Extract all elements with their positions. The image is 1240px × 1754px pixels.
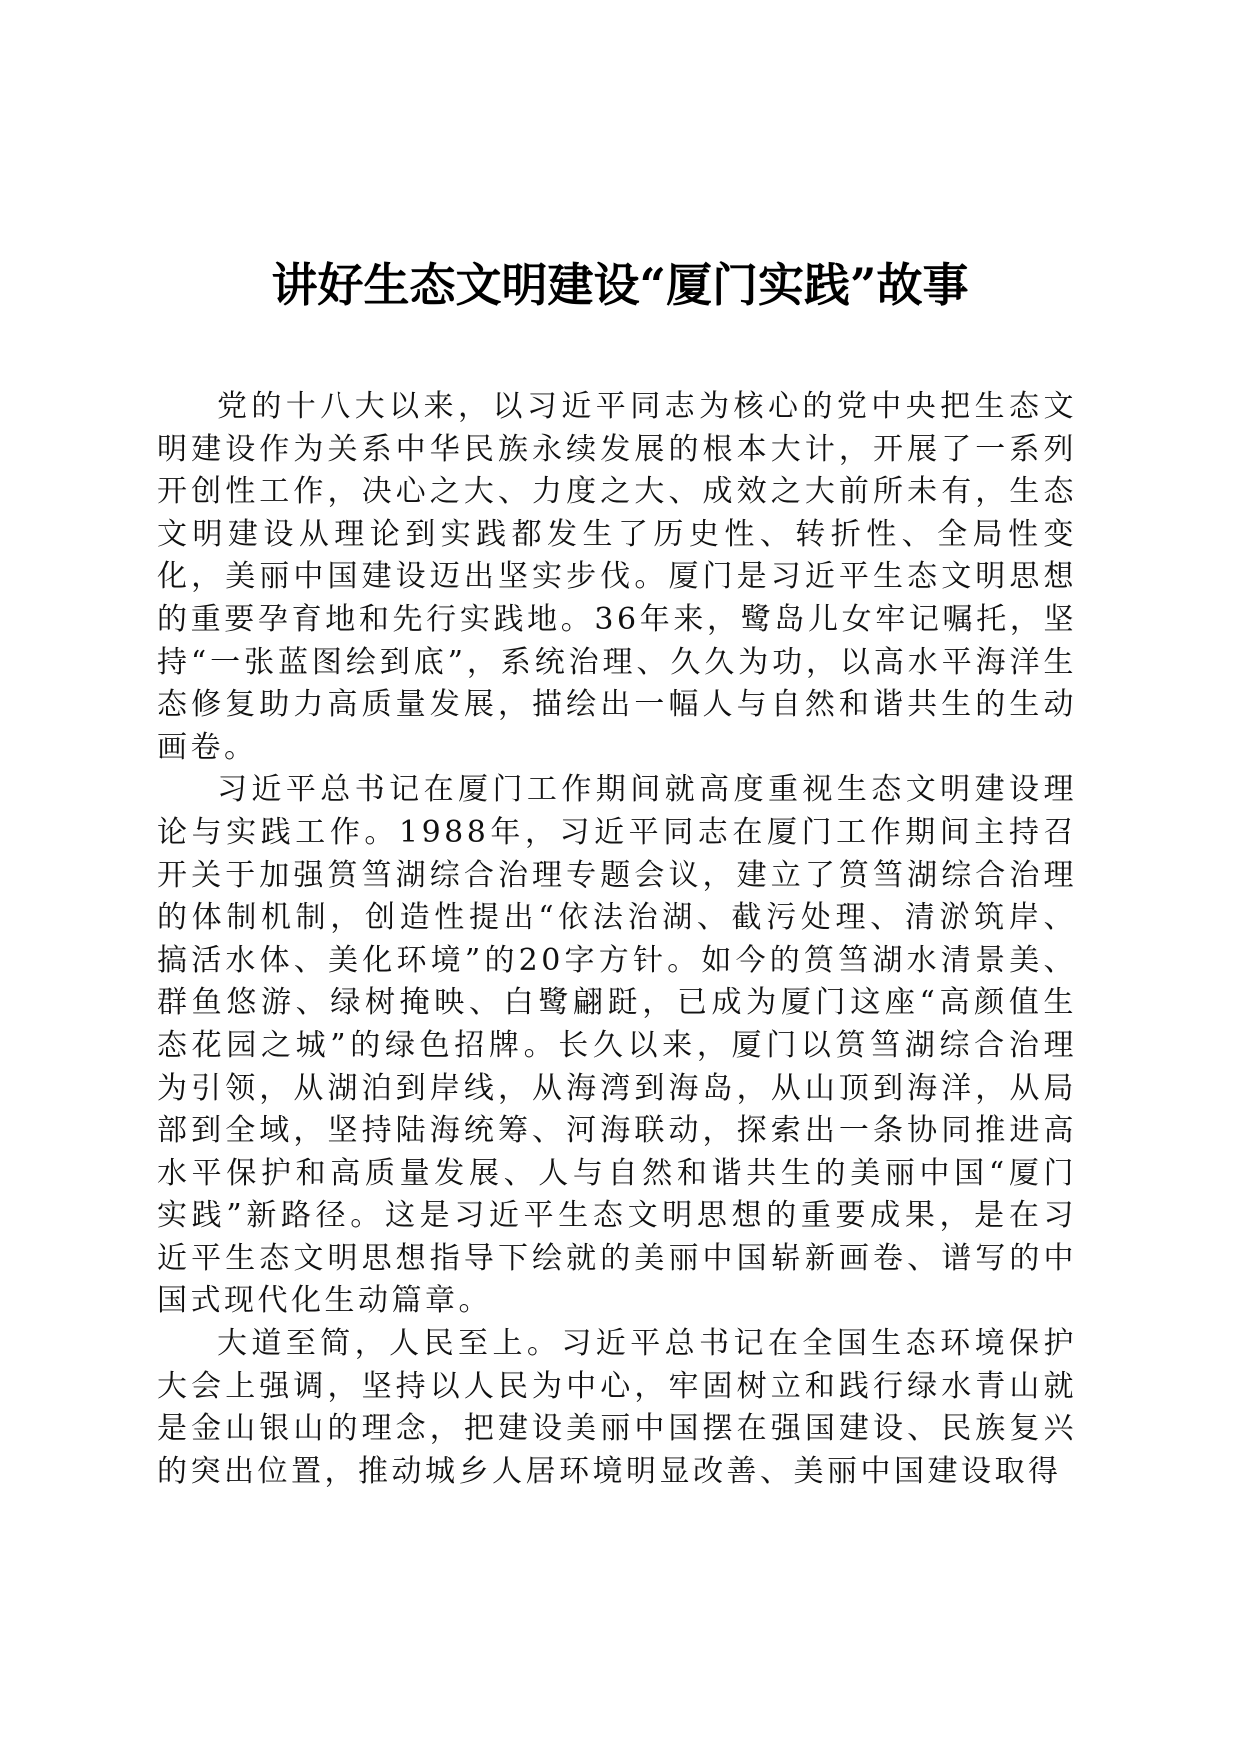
document-title: 讲好生态文明建设“厦门实践”故事 [271, 258, 969, 312]
paragraph-2: 习近平总书记在厦门工作期间就高度重视生态文明建设理论与实践工作。1988年，习近平同志在厦门工作期间主持召开关于加强筼筜湖综合治理专题会议，建立了筼筜湖综合治理的体制机制，创造性提出“依法治湖、截污处理、清淤筑岸、搞活水体、美化环境”的20字方针。如今的筼筜湖水清景美、群鱼悠游、绿树掩映、白鹭翩跹，已成为厦门这座“高颜值生态花园之城”的绿色招牌。长久以来，厦门以筼筜湖综合治理为引领，从湖泊到岸线，从海湾到海岛，从山顶到海洋，从局部到全域，坚持陆海统筹、河海联动，探索出一条协同推进高水平保护和高质量发展、人与自然和谐共生的美丽中国“厦门实践”新路径。这是习近平生态文明思想的重要成果，是在习近平生态文明思想指导下绘就的美丽中国崭新画卷、谱写的中国式现代化生动篇章。 [157, 772, 1077, 1319]
document-body [157, 386, 1077, 1493]
paragraph-1: 党的十八大以来，以习近平同志为核心的党中央把生态文明建设作为关系中华民族永续发展的根本大计，开展了一系列开创性工作，决心之大、力度之大、成效之大前所未有，生态文明建设从理论到实践都发生了历史性、转折性、全局性变化，美丽中国建设迈出坚实步伐。厦门是习近平生态文明思想的重要孕育地和先行实践地。36年来，鹭岛儿女牢记嘱托，坚持“一张蓝图绘到底”，系统治理、久久为功，以高水平海洋生态修复助力高质量发展，描绘出一幅人与自然和谐共生的生动画卷。 [157, 389, 1077, 765]
paragraph-3: 大道至简，人民至上。习近平总书记在全国生态环境保护大会上强调，坚持以人民为中心，牢固树立和践行绿水青山就是金山银山的理念，把建设美丽中国摆在强国建设、民族复兴的突出位置，推动城乡人居环境明显改善、美丽中国建设取得 [157, 1326, 1077, 1489]
